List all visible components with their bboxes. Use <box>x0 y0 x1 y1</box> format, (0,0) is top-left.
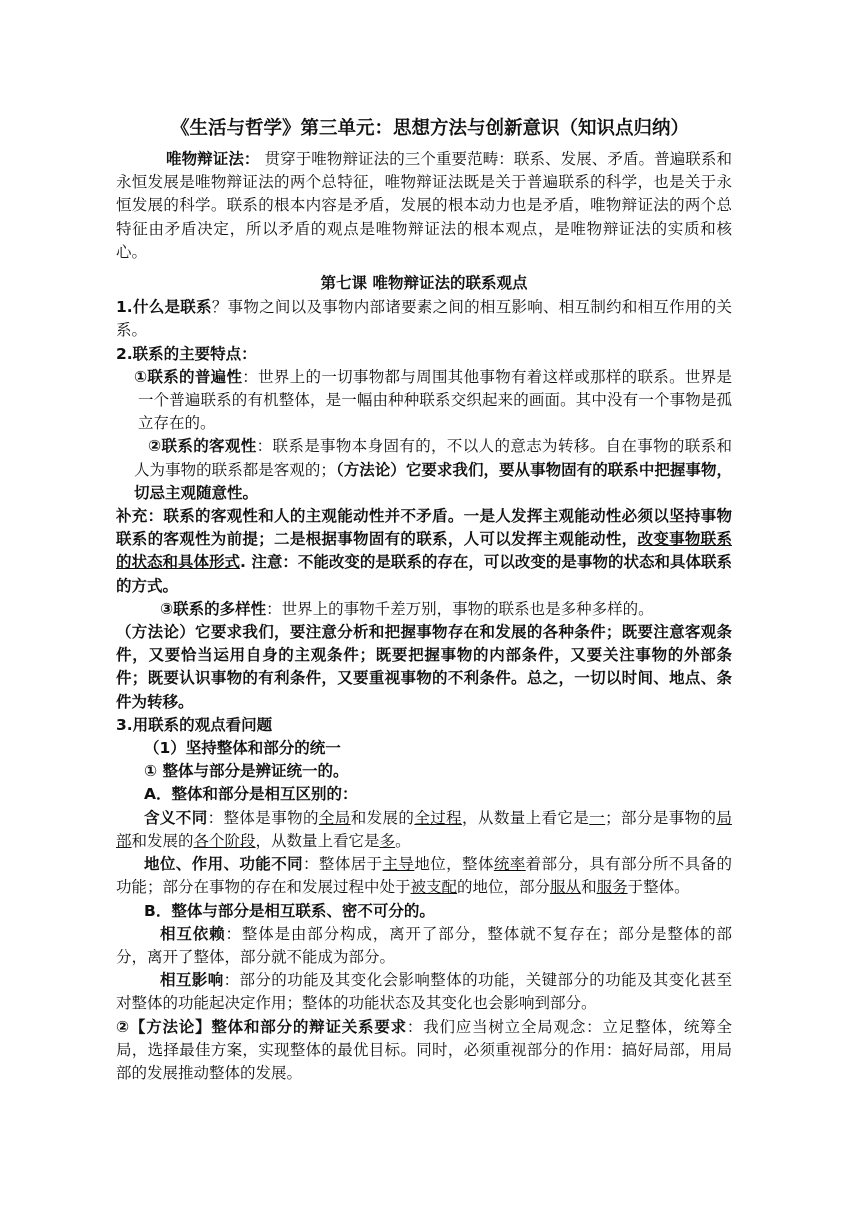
document-title: 《生活与哲学》第三单元：思想方法与创新意识（知识点归纳） <box>170 118 689 139</box>
influence-text: ：部分的功能及其变化会影响整体的功能，关键部分的功能及其变化甚至对整体的功能起决定作用；整体的功能状态及其变化也会影响到部分。 <box>116 971 732 1013</box>
status-label: 地位、作用、功能不同 <box>144 855 304 874</box>
q1-paragraph <box>116 296 732 342</box>
status-underline: 被支配 <box>410 878 458 897</box>
method-whole-part-text: ：我们应当树立全局观念：立足整体，统筹全局，选择最佳方案，实现整体的最优目标。同时，必须重视部分的作用：搞好局部，用局部的发展推动整体的发展。 <box>116 1017 732 1082</box>
meaning-text: ；部分是事物的 <box>605 808 717 827</box>
dependence-text: ：整体是由部分构成，离开了部分，整体就不复存在；部分是整体的部分，离开了整体，部分就不能成为部分。 <box>116 924 732 966</box>
q1-label: 1.什么是联系 <box>116 298 212 317</box>
influence-paragraph <box>116 969 732 1015</box>
status-underline: 主导 <box>382 855 415 874</box>
status-text: 和 <box>581 878 597 897</box>
intro-paragraph <box>116 148 732 264</box>
q2-heading: 2.联系的主要特点： <box>116 344 257 363</box>
status-underline: 服从 <box>550 878 582 897</box>
meaning-text: 。 <box>395 831 411 850</box>
status-text: 的地位，部分 <box>457 878 551 897</box>
method-whole-part-label: ②【方法论】整体和部分的辩证关系要求 <box>116 1017 407 1036</box>
document-body <box>116 148 732 1085</box>
dependence-paragraph <box>116 923 732 969</box>
meaning-text: 和发展的 <box>131 831 194 850</box>
supplement-text-b: . 注意：不能改变的是联系的存在，可以改变的是事物的状态和具体联系的方式。 <box>116 553 732 595</box>
intro-text: 贯穿于唯物辩证法的三个重要范畴：联系、发展、矛盾。普遍联系和永恒发展是唯物辩证法的两个总特征，唯物辩证法既是关于普遍联系的科学，也是关于永恒发展的科学。联系的根本内容是矛盾，发展的根本动力也是矛盾，唯物辩证法的两个总特征由矛盾决定，所以矛盾的观点是唯物辩证法的根本观点，是唯物辩证法的实质和核心。 <box>116 150 732 261</box>
status-underline: 服务 <box>596 878 628 897</box>
feature-universality-label: ①联系的普遍性 <box>134 367 243 386</box>
meaning-text: ，从数量上看它是 <box>462 808 590 827</box>
feature-objectivity <box>116 435 732 505</box>
feature-diversity-label: ③联系的多样性 <box>160 599 267 618</box>
feature-universality <box>116 366 732 436</box>
subA-heading: A．整体和部分是相互区别的： <box>144 785 358 804</box>
status-text: ：整体居于 <box>303 855 383 874</box>
feature-universality-text: ：世界上的一切事物都与周围其他事物有着这样或那样的联系。世界是一个普遍联系的有机整体，是一幅由种种联系交织起来的画面。其中没有一个事物是孤立存在的。 <box>138 367 732 433</box>
meaning-paragraph <box>116 807 732 853</box>
supplement-text-a: 补充：联系的客观性和人的主观能动性并不矛盾。一是人发挥主观能动性必须以坚持事物联系的客观性为前提；二是根据事物固有的联系，人可以发挥主观能动性， <box>116 507 732 549</box>
feature-objectivity-method: （方法论）它要求我们，要从事物固有的联系中把握事物，切忌主观随意性。 <box>134 460 732 502</box>
status-underline: 统率 <box>493 855 526 874</box>
method-diversity: （方法论）它要求我们，要注意分析和把握事物存在和发展的各种条件；既要注意客观条件，又要恰当运用自身的主观条件；既要把握事物的内部条件，又要关注事物的外部条件；既要认识事物的有利条件，又要重视事物的不利条件。总之，一切以时间、地点、条件为转移。 <box>116 623 732 711</box>
meaning-underline: 一 <box>589 808 606 827</box>
meaning-underline: 全过程 <box>414 808 463 827</box>
meaning-label: 含义不同 <box>144 808 208 827</box>
meaning-text: ，从数量上看它是 <box>255 831 380 850</box>
q3-heading: 3.用联系的观点看问题 <box>116 715 273 734</box>
dependence-label: 相互依赖 <box>160 924 226 943</box>
status-paragraph <box>116 853 732 899</box>
meaning-underline: 局部 <box>116 808 732 850</box>
lesson-title: 第七课 唯物辩证法的联系观点 <box>320 274 528 293</box>
q1-text: ？事物之间以及事物内部诸要素之间的相互影响、相互制约和相互作用的关系。 <box>116 298 732 340</box>
intro-label: 唯物辩证法： <box>166 150 260 168</box>
meaning-text: 和发展的 <box>350 808 415 827</box>
influence-label: 相互影响 <box>160 971 224 990</box>
sub1-heading: （1）坚持整体和部分的统一 <box>144 739 341 758</box>
feature-objectivity-text: ：联系是事物本身固有的，不以人的意志为转移。自在事物的联系和人为事物的联系都是客观的； <box>134 437 732 479</box>
sub1-1-heading: ① 整体与部分是辨证统一的。 <box>144 762 349 781</box>
feature-objectivity-label: ②联系的客观性 <box>148 437 257 456</box>
meaning-underline: 各个阶段 <box>193 831 256 850</box>
meaning-underline: 全局 <box>318 808 351 827</box>
feature-diversity <box>116 598 732 621</box>
meaning-text: ：整体是事物的 <box>207 808 319 827</box>
status-text: 于整体。 <box>627 878 690 897</box>
supplement-paragraph <box>116 505 732 598</box>
meaning-underline: 多 <box>379 831 396 850</box>
supplement-underlined: 改变事物联系的状态和具体形式 <box>116 530 732 572</box>
method-whole-part <box>116 1016 732 1086</box>
status-text: 地位，整体 <box>414 855 494 874</box>
feature-diversity-text: ：世界上的事物千差万别，事物的联系也是多种多样的。 <box>266 599 654 618</box>
subB-heading: B．整体与部分是相互联系、密不可分的。 <box>144 901 435 920</box>
status-text: 着部分，具有部分所不具备的功能；部分在事物的存在和发展过程中处于 <box>116 855 732 897</box>
